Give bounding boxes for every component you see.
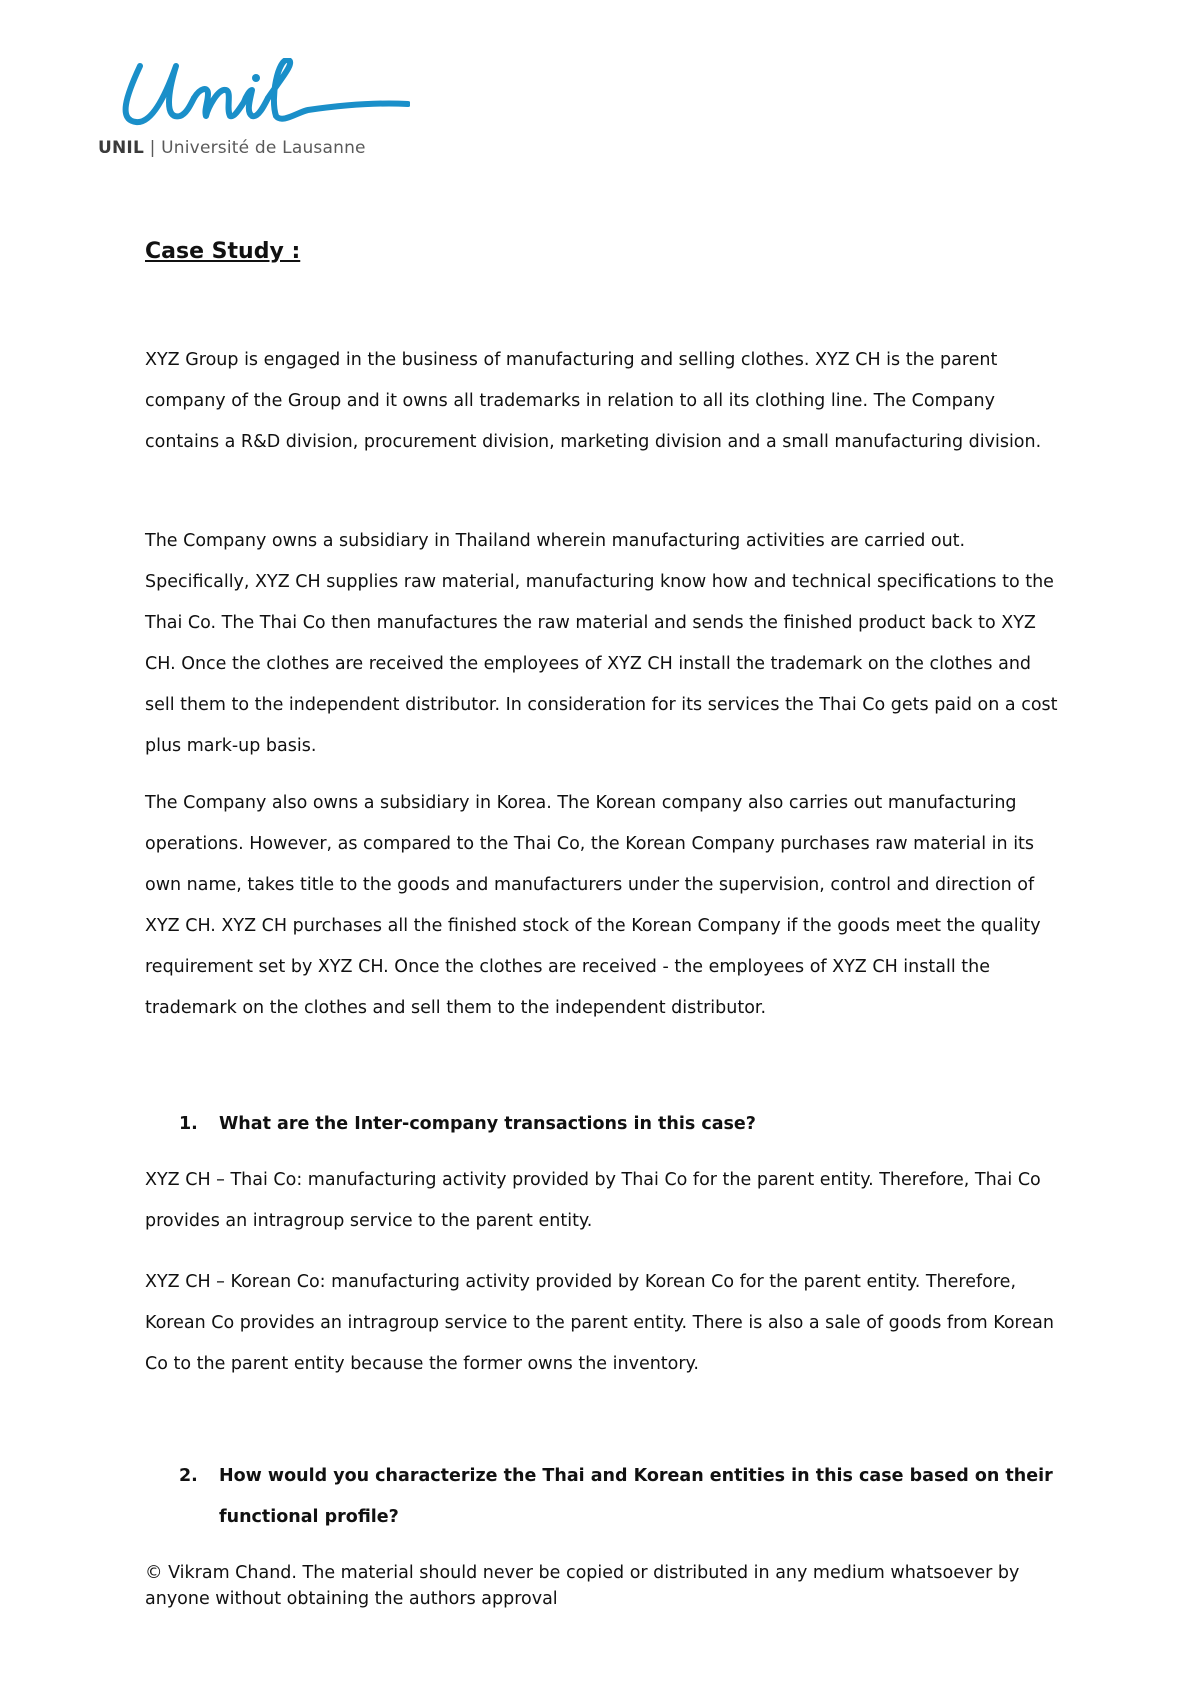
question-2-text: How would you characterize the Thai and Korean entities in this case based on their functional profile? [219,1466,1053,1527]
unil-logo [96,58,396,168]
answer-1-thai: XYZ CH – Thai Co: manufacturing activity provided by Thai Co for the parent entity. Therefore, Thai Co provides an intragroup service to the parent entity. [145,1170,1041,1231]
question-2 [145,1456,1065,1538]
question-1 [145,1104,1065,1145]
question-1-number: 1. [179,1114,198,1134]
unil-logo-script [110,58,410,138]
page-title: Case Study : [145,239,301,264]
footer-copyright: © Vikram Chand. The material should never be copied or distributed in any medium whatsoever by anyone without obtaining the authors approval [145,1563,1020,1609]
logo-caption [98,138,366,158]
question-2-number: 2. [179,1466,198,1486]
logo-caption-university: Université de Lausanne [161,138,366,158]
logo-caption-unil: UNIL [98,138,144,158]
answer-1-korean: XYZ CH – Korean Co: manufacturing activity provided by Korean Co for the parent entity. Therefore, Korean Co provides an intragroup service to the parent entity. There is also a sale of goods from Korean Co to the parent entity because the former owns the inventory. [145,1272,1054,1374]
case-paragraph-2: The Company owns a subsidiary in Thailand wherein manufacturing activities are carried out. Specifically, XYZ CH supplies raw material, manufacturing know how and technical specifications to the Thai Co. The Thai Co then manufactures the raw material and sends the finished product back to XYZ CH. Once the clothes are received the employees of XYZ CH install the trademark on the clothes and sell them to the independent distributor. In consideration for its services the Thai Co gets paid on a cost plus mark-up basis. [145,531,1058,756]
logo-caption-separator: | [144,138,162,158]
case-paragraph-1: XYZ Group is engaged in the business of manufacturing and selling clothes. XYZ CH is the parent company of the Group and it owns all trademarks in relation to all its clothing line. The Company contains a R&D division, procurement division, marketing division and a small manufacturing division. [145,350,1042,452]
case-paragraph-3: The Company also owns a subsidiary in Korea. The Korean company also carries out manufacturing operations. However, as compared to the Thai Co, the Korean Company purchases raw material in its own name, takes title to the goods and manufacturers under the supervision, control and direction of XYZ CH. XYZ CH purchases all the finished stock of the Korean Company if the goods meet the quality requirement set by XYZ CH. Once the clothes are received - the employees of XYZ CH install the trademark on the clothes and sell them to the independent distributor. [145,793,1041,1018]
question-1-text: What are the Inter-company transactions in this case? [219,1114,756,1134]
